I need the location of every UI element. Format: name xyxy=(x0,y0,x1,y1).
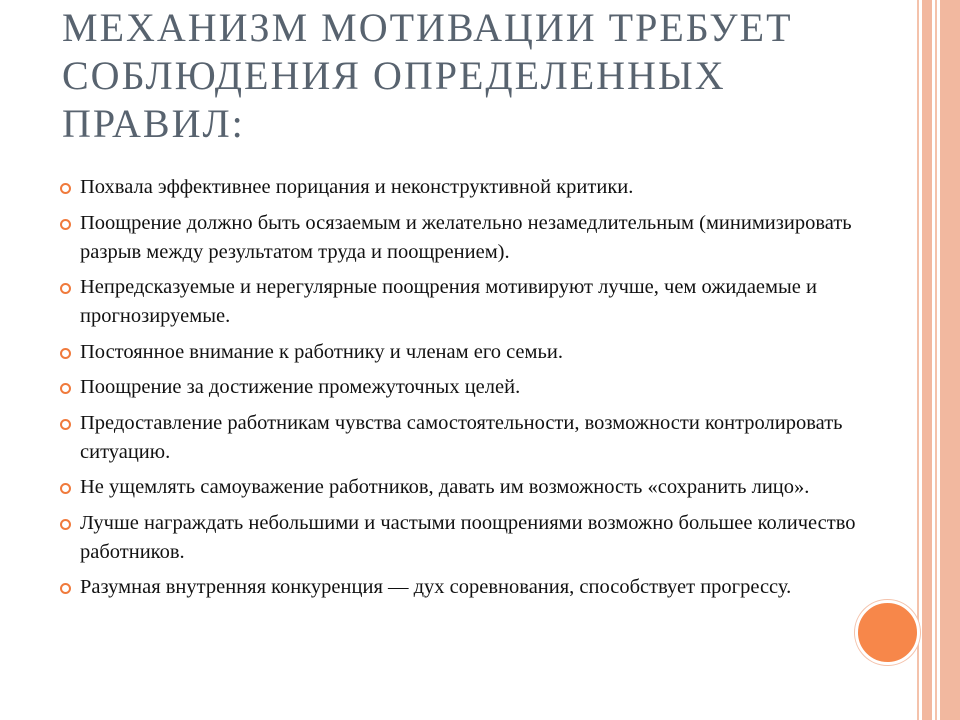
bullet-text: Поощрение за достижение промежуточных целей. xyxy=(80,376,521,398)
hollow-circle-bullet-icon xyxy=(60,283,71,294)
bullet-text: Разумная внутренняя конкуренция — дух соревнования, способствует прогрессу. xyxy=(80,576,792,598)
hollow-circle-bullet-icon xyxy=(60,348,71,359)
bullet-text: Лучше награждать небольшими и частыми поощрениями возможно большее количество работников. xyxy=(80,511,856,563)
decorative-stripe-line xyxy=(917,0,919,720)
bullet-item xyxy=(60,509,860,567)
hollow-circle-bullet-icon xyxy=(60,419,71,430)
bullet-text: Постоянное внимание к работнику и членам его семьи. xyxy=(80,340,563,363)
bullet-item xyxy=(60,573,860,602)
bullet-item xyxy=(60,473,860,502)
decorative-stripe-band xyxy=(940,0,960,720)
bullet-item xyxy=(60,373,860,402)
bullet-list xyxy=(60,173,860,609)
hollow-circle-bullet-icon xyxy=(60,219,71,230)
bullet-text: Поощрение должно быть осязаемым и желательно незамедлительным (минимизировать разрыв между результатом труда и поощрением). xyxy=(80,211,852,263)
decorative-stripe-band xyxy=(922,0,932,720)
bullet-item xyxy=(60,209,860,267)
hollow-circle-bullet-icon xyxy=(60,583,71,594)
bullet-item xyxy=(60,273,860,331)
slide-title: МЕХАНИЗМ МОТИВАЦИИ ТРЕБУЕТ СОБЛЮДЕНИЯ ОПРЕДЕЛЕННЫХ ПРАВИЛ: xyxy=(62,5,793,146)
bullet-text: Похвала эффективнее порицания и неконструктивной критики. xyxy=(80,176,634,198)
hollow-circle-bullet-icon xyxy=(60,519,71,530)
bullet-item xyxy=(60,173,860,202)
orange-circle-decoration xyxy=(855,600,920,665)
bullet-text: Не ущемлять самоуважение работников, давать им возможность «сохранить лицо». xyxy=(80,476,810,498)
bullet-text: Непредсказуемые и нерегулярные поощрения мотивируют лучше, чем ожидаемые и прогнозируемые. xyxy=(80,276,817,327)
hollow-circle-bullet-icon xyxy=(60,483,71,494)
hollow-circle-bullet-icon xyxy=(60,183,71,194)
bullet-item xyxy=(60,409,860,467)
decorative-stripe-line xyxy=(935,0,937,720)
bullet-text: Предоставление работникам чувства самостоятельности, возможности контролировать ситуацию. xyxy=(80,411,843,463)
hollow-circle-bullet-icon xyxy=(60,383,71,394)
bullet-item xyxy=(60,338,860,367)
